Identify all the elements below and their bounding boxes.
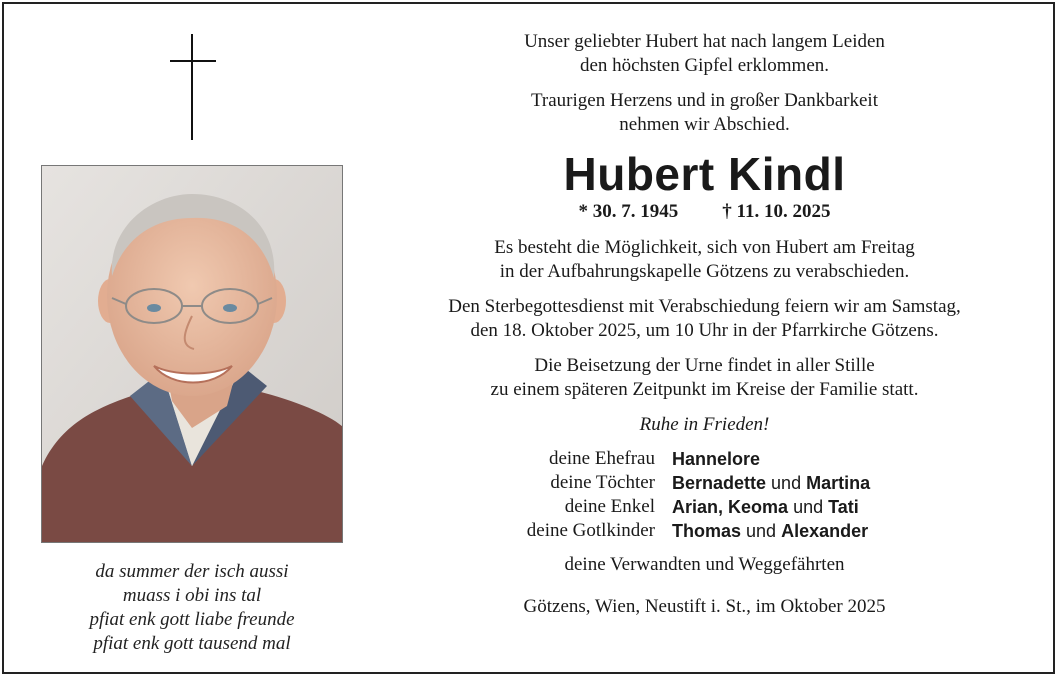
- intro-line: den höchsten Gipfel erklommen.: [579, 55, 830, 76]
- mourner-relation: deine Töchter: [550, 472, 655, 493]
- mourner-names: [672, 495, 1037, 519]
- poem-line: muass i obi ins tal: [122, 585, 262, 606]
- viewing-line: Es besteht die Möglichkeit, sich von Hubert am Freitag: [494, 237, 915, 258]
- birth-date: * 30. 7. 1945: [578, 201, 679, 222]
- obituary-card: [2, 2, 1055, 674]
- farewell-line: Traurigen Herzens und in großer Dankbarkeit: [530, 90, 878, 111]
- portrait-photo: [41, 165, 343, 543]
- poem-line: pfiat enk gott liabe freunde: [89, 609, 295, 630]
- death-date: † 11. 10. 2025: [722, 201, 831, 222]
- mourner-name: Alexander: [781, 521, 869, 541]
- relatives-line: deine Verwandten und Weggefährten: [564, 554, 845, 575]
- mourner-row: [372, 471, 1037, 495]
- mourner-names: [672, 471, 1037, 495]
- farewell-paragraph: [372, 89, 1037, 137]
- life-dates: [372, 200, 1037, 224]
- mourner-row: [372, 519, 1037, 543]
- farewell-line: nehmen wir Abschied.: [619, 114, 790, 135]
- burial-paragraph: [372, 354, 1037, 402]
- announcement-text: [372, 30, 1037, 619]
- mourner-name: Thomas: [672, 521, 742, 541]
- dialect-poem: [42, 560, 342, 656]
- mourner-names: [672, 447, 1037, 471]
- mourner-name: Arian, Keoma: [672, 497, 789, 517]
- burial-line: Die Beisetzung der Urne findet in aller Stille: [534, 355, 875, 376]
- viewing-line: in der Aufbahrungskapelle Götzens zu verabschieden.: [499, 261, 910, 282]
- cross-icon: [170, 34, 216, 140]
- intro-line: Unser geliebter Hubert hat nach langem Leiden: [524, 31, 885, 52]
- service-line: den 18. Oktober 2025, um 10 Uhr in der Pfarrkirche Götzens.: [470, 320, 939, 341]
- viewing-paragraph: [372, 236, 1037, 284]
- mourner-name: Hannelore: [672, 449, 761, 469]
- mourner-conjunction: und: [771, 473, 802, 493]
- mourner-row: [372, 447, 1037, 471]
- mourner-relation: deine Enkel: [564, 496, 655, 517]
- mourner-conjunction: und: [746, 521, 777, 541]
- mourner-name: Bernadette: [672, 473, 767, 493]
- burial-line: zu einem späteren Zeitpunkt im Kreise der Familie statt.: [490, 379, 919, 400]
- service-paragraph: [372, 295, 1037, 343]
- rest-in-peace: Ruhe in Frieden!: [639, 414, 770, 435]
- service-line: Den Sterbegottesdienst mit Verabschiedung feiern wir am Samstag,: [448, 296, 961, 317]
- mourner-name: Martina: [806, 473, 871, 493]
- place-and-date: Götzens, Wien, Neustift i. St., im Oktober 2025: [523, 596, 886, 617]
- poem-line: da summer der isch aussi: [95, 561, 289, 582]
- mourner-row: [372, 495, 1037, 519]
- mourner-relation: deine Gotlkinder: [526, 520, 655, 541]
- poem-line: pfiat enk gott tausend mal: [93, 633, 291, 654]
- mourner-names: [672, 519, 1037, 543]
- intro-paragraph: [372, 30, 1037, 78]
- mourners-list: [372, 447, 1037, 543]
- deceased-name: Hubert Kindl: [563, 148, 846, 200]
- mourner-name: Tati: [828, 497, 859, 517]
- mourner-relation: deine Ehefrau: [548, 448, 655, 469]
- mourner-conjunction: und: [793, 497, 824, 517]
